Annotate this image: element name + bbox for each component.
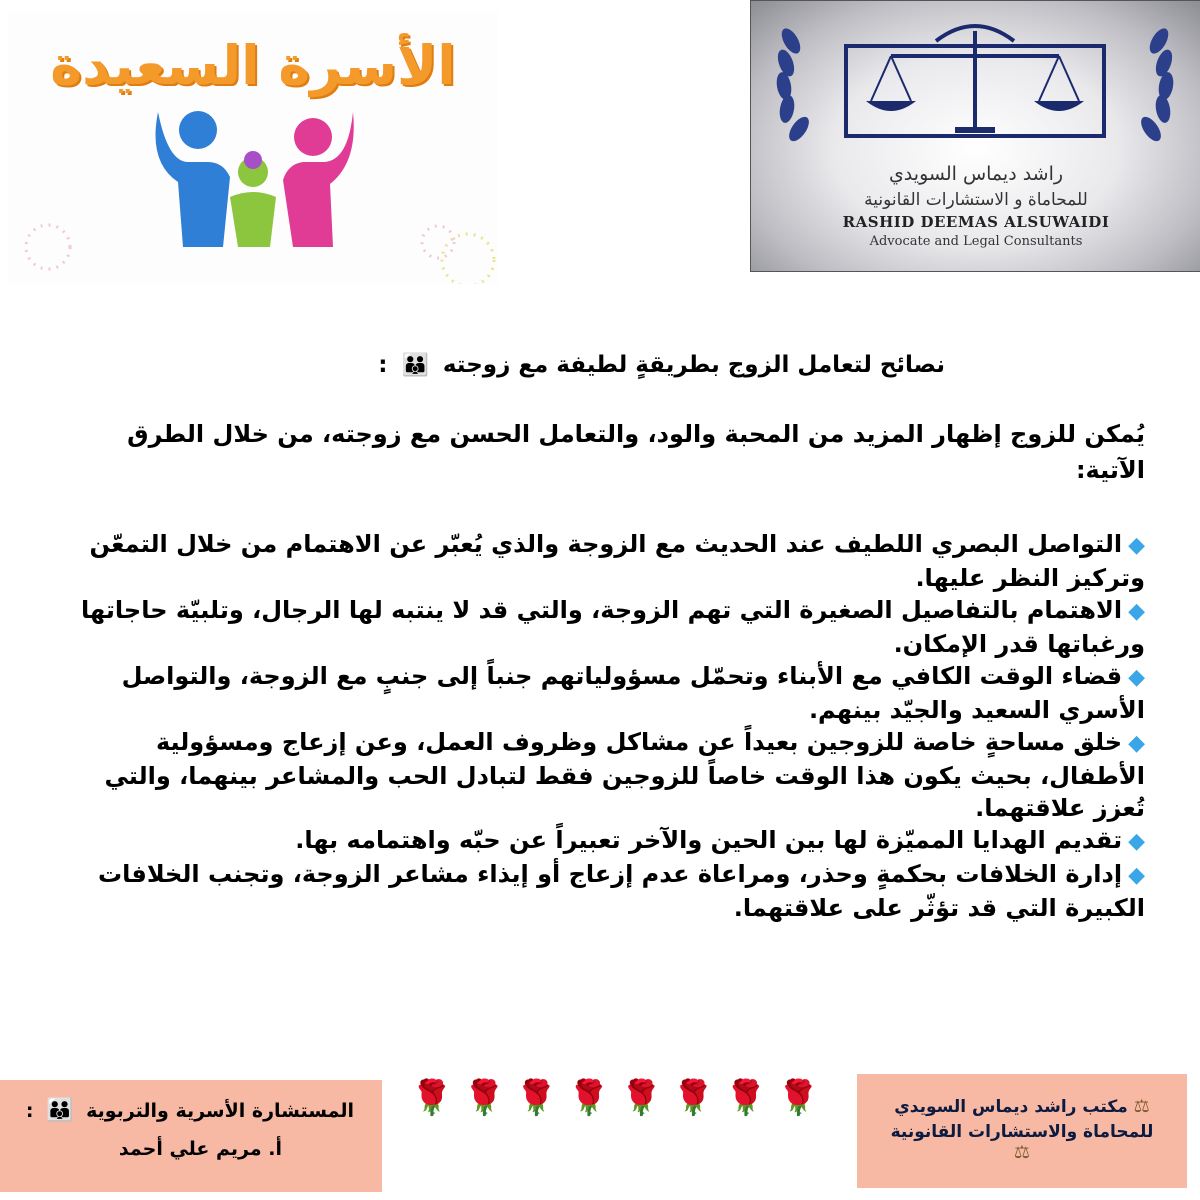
office-tagline: للمحاماة والاستشارات القانونية	[890, 1122, 1154, 1142]
tip-text: الاهتمام بالتفاصيل الصغيرة التي تهم الزوجة، والتي قد لا ينتبه لها الرجال، وتلبيّة حاجاتها ورغباتها قدر الإمكان.	[81, 596, 1145, 658]
rose-icon: 🌹	[672, 1078, 715, 1118]
office-line-2	[857, 1122, 1187, 1163]
article-heading-text: نصائح لتعامل الزوج بطريقةٍ لطيفة مع زوجته	[442, 352, 945, 378]
firm-name-english: RASHID DEEMAS ALSUWAIDI	[842, 213, 1110, 231]
gem-icon: ◆	[1128, 829, 1145, 854]
tip-text: خلق مساحةٍ خاصة للزوجين بعيداً عن مشاكل وظروف العمل، وعن إزعاج ومسؤولية الأطفال، بحيث يكون هذا الوقت خاصاً للزوجين فقط لتبادل الحب والمشاعر بينهما، والتي تُعزز علاقتهما.	[104, 728, 1145, 822]
office-box	[857, 1074, 1187, 1188]
gem-icon: ◆	[1128, 665, 1145, 690]
couple-with-child-icon: 👪	[401, 353, 429, 378]
gem-icon: ◆	[1128, 533, 1145, 558]
firm-name-arabic: راشد ديماس السويدي	[888, 163, 1064, 185]
firm-tagline-english: Advocate and Legal Consultants	[869, 234, 1083, 249]
gem-icon: ◆	[1128, 863, 1145, 888]
article-intro: يُمكن للزوج إظهار المزيد من المحبة والود، والتعامل الحسن مع زوجته، من خلال الطرق الآتية:	[127, 420, 1145, 484]
tip-item	[70, 660, 1145, 726]
rose-icon: 🌹	[567, 1078, 610, 1118]
tip-item	[70, 824, 1145, 858]
tip-text: قضاء الوقت الكافي مع الأبناء وتحمّل مسؤولياتهم جنباً إلى جنبٍ مع الزوجة، والتواصل الأسري السعيد والجيّد بينهم.	[121, 662, 1145, 724]
tip-item	[70, 858, 1145, 924]
office-line-1	[857, 1096, 1187, 1117]
advisor-role	[26, 1098, 354, 1123]
law-firm-logo	[750, 0, 1200, 272]
article	[70, 345, 1145, 924]
advisor-role-colon: :	[25, 1100, 34, 1122]
rose-icon: 🌹	[515, 1078, 558, 1118]
scales-of-justice-icon	[751, 1, 1200, 171]
family-logo	[8, 12, 498, 284]
tip-text: التواصل البصري اللطيف عند الحديث مع الزوجة والذي يُعبّر عن الاهتمام من خلال التمعّن وتركيز النظر عليها.	[89, 530, 1145, 592]
tip-text: إدارة الخلافات بحكمةٍ وحذر، ومراعاة عدم إزعاج أو إيذاء مشاعر الزوجة، وتجنب الخلافات الكبيرة التي قد تؤثّر على علاقتهما.	[97, 860, 1145, 922]
advisor-role-text: المستشارة الأسرية والتربوية	[86, 1100, 354, 1122]
scales-icon: ⚖	[1013, 1142, 1031, 1163]
advisor-box	[0, 1080, 382, 1192]
advisor-name: أ. مريم علي أحمد	[118, 1138, 282, 1160]
couple-with-child-icon: 👪	[46, 1098, 74, 1123]
rose-icon: 🌹	[620, 1078, 663, 1118]
gem-icon: ◆	[1128, 599, 1145, 624]
rose-icon: 🌹	[724, 1078, 768, 1118]
rose-icon: 🌹	[462, 1078, 506, 1118]
tip-item	[70, 594, 1145, 660]
roses-row	[410, 1078, 820, 1128]
article-heading-colon: :	[378, 352, 388, 378]
office-name: مكتب راشد ديماس السويدي	[894, 1097, 1128, 1117]
rose-icon: 🌹	[410, 1078, 453, 1118]
firm-tagline-arabic: للمحاماة و الاستشارات القانونية	[864, 190, 1088, 210]
tip-text: تقديم الهدايا المميّزة لها بين الحين والآخر تعبيراً عن حبّه واهتمامه بها.	[295, 826, 1123, 854]
scales-icon: ⚖	[1133, 1096, 1150, 1117]
gem-icon: ◆	[1128, 731, 1145, 756]
article-heading	[70, 345, 1145, 386]
tip-item	[70, 726, 1145, 824]
rose-icon: 🌹	[777, 1078, 820, 1118]
family-logo-title: الأسرة السعيدة	[50, 34, 456, 97]
tip-item	[70, 528, 1145, 594]
